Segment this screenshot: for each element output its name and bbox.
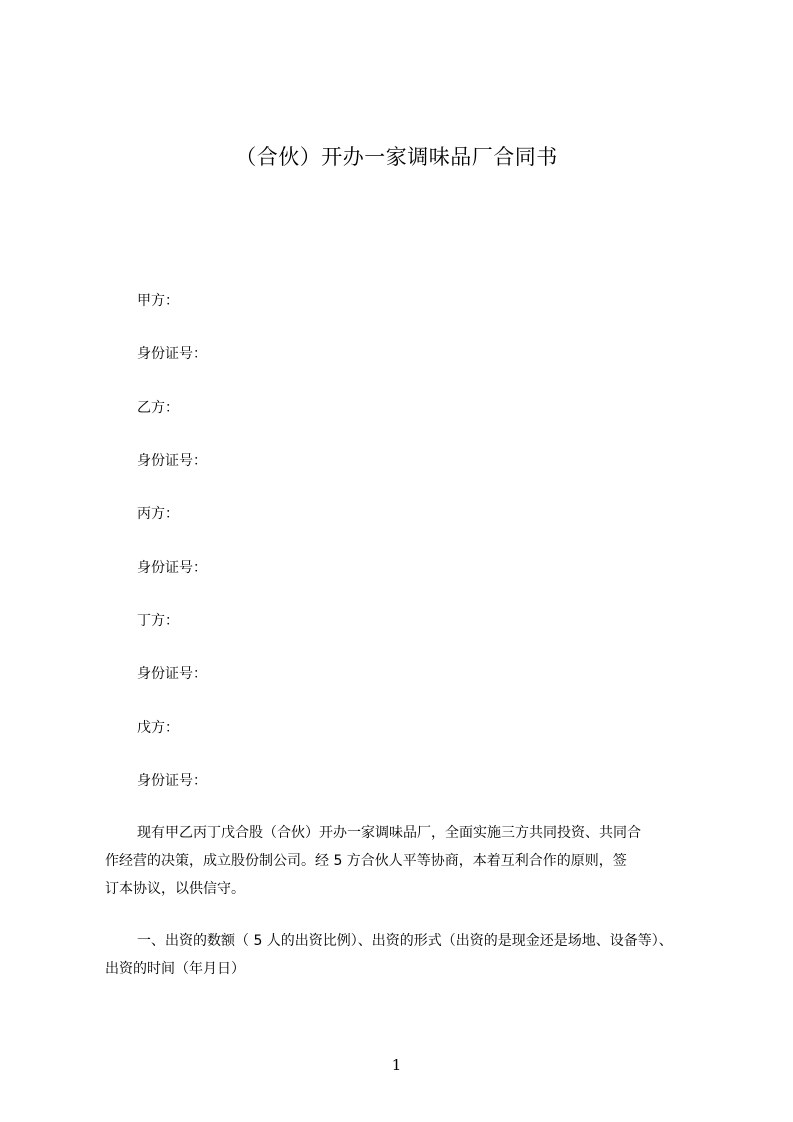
intro-line: 作经营的决策，成立股份制公司。经 5 方合伙人平等协商，本着互利合作的原则，签 — [105, 853, 627, 869]
party-a-id-label: 身份证号： — [137, 346, 207, 362]
document-title: （合伙）开办一家调味品厂合同书 — [235, 145, 558, 169]
party-e-id-label: 身份证号： — [137, 773, 207, 789]
section-1-line: 出资的时间（年月日） — [105, 961, 245, 977]
party-d-label: 丁方： — [137, 613, 179, 629]
party-e-label: 戊方： — [137, 720, 179, 736]
intro-line: 订本协议，以供信守。 — [105, 881, 245, 897]
party-c-id-label: 身份证号： — [137, 560, 207, 576]
intro-paragraph — [105, 819, 725, 903]
party-b-label: 乙方： — [137, 400, 179, 416]
party-d-id-label: 身份证号： — [137, 666, 207, 682]
intro-line: 现有甲乙丙丁戊合股（合伙）开办一家调味品厂，全面实施三方共同投资、共同合 — [137, 825, 641, 841]
page-number: 1 — [391, 1056, 402, 1074]
section-1-paragraph — [105, 927, 725, 983]
section-1-line: 一、出资的数额（ 5 人的出资比例）、出资的形式（出资的是现金还是场地、设备等）、 — [137, 933, 673, 949]
party-b-id-label: 身份证号： — [137, 453, 207, 469]
party-c-label: 丙方： — [137, 506, 179, 522]
party-a-label: 甲方： — [137, 293, 179, 309]
